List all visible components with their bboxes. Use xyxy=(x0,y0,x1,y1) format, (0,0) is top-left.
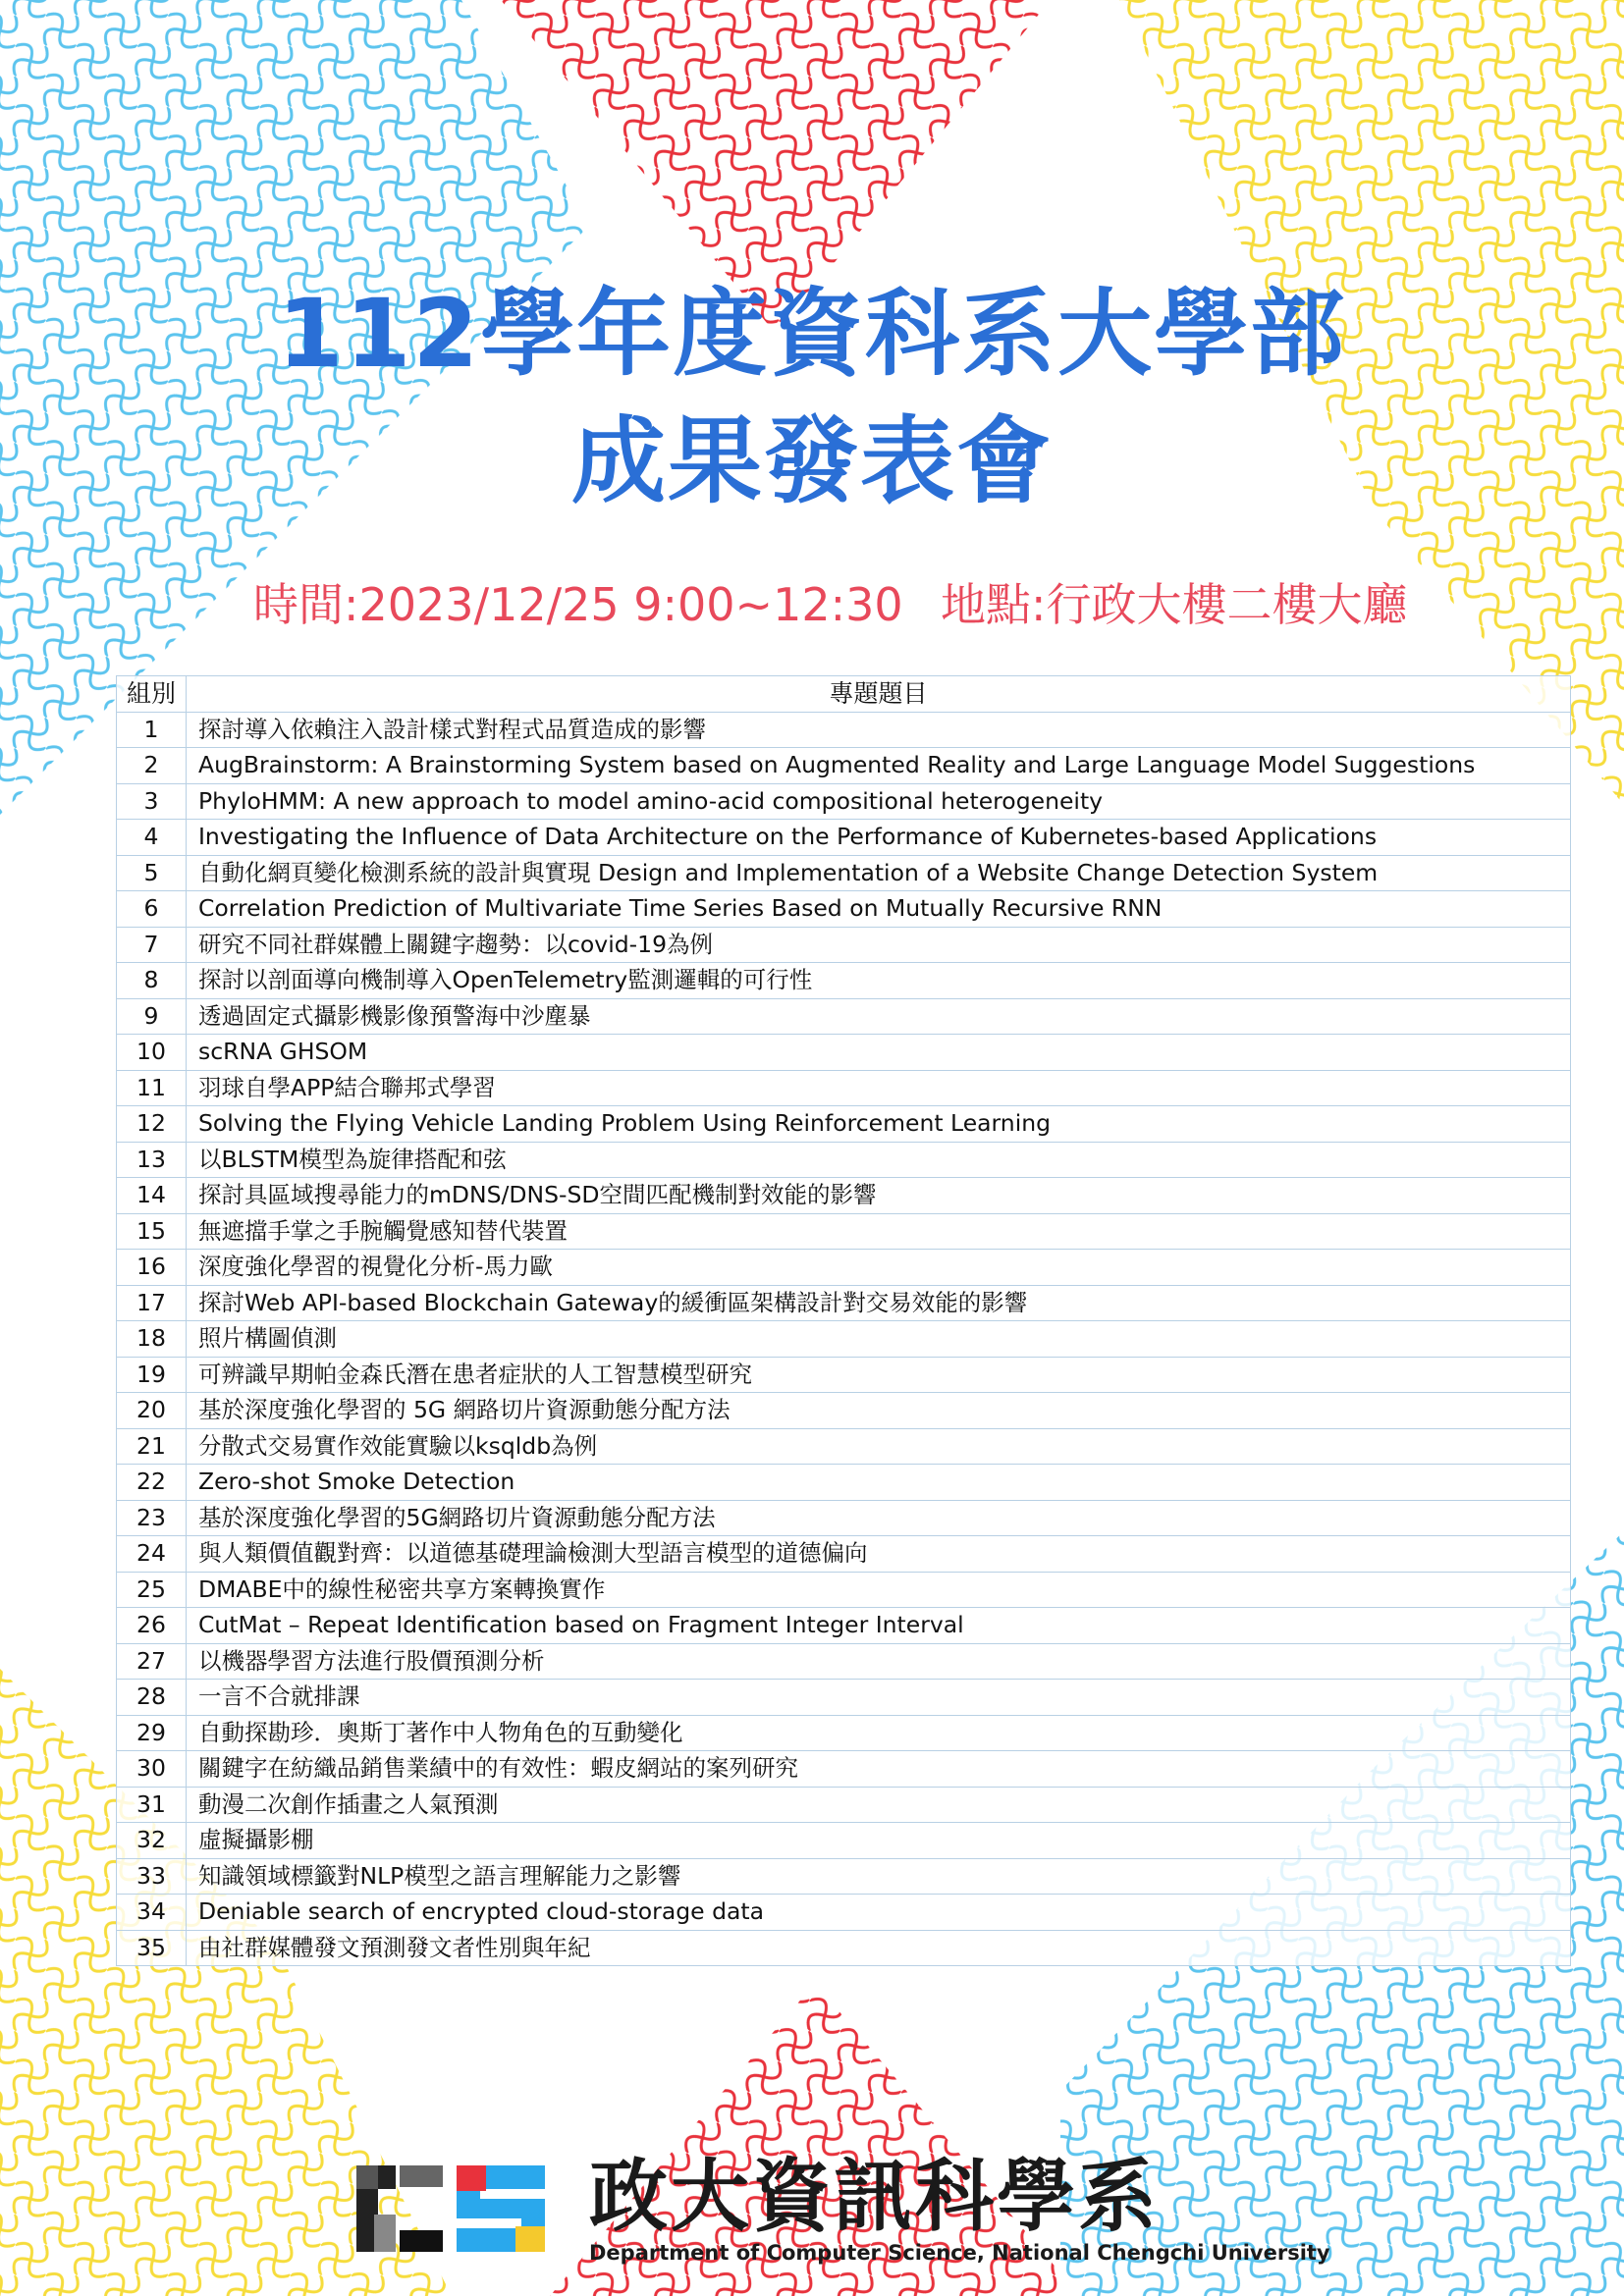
table-row xyxy=(117,891,1571,928)
row-topic-title: 以BLSTM模型為旋律搭配和弦 xyxy=(187,1142,1571,1178)
table-row xyxy=(117,1751,1571,1788)
row-topic-title: CutMat – Repeat Identification based on Fragment Integer Interval xyxy=(187,1608,1571,1644)
table-row xyxy=(117,1070,1571,1106)
table-row xyxy=(117,1321,1571,1358)
row-topic-title: 探討Web API-based Blockchain Gateway的緩衝區架構設計對交易效能的影響 xyxy=(187,1285,1571,1321)
row-group-number: 31 xyxy=(117,1787,187,1823)
row-group-number: 11 xyxy=(117,1070,187,1106)
row-group-number: 6 xyxy=(117,891,187,928)
table-row xyxy=(117,820,1571,856)
row-topic-title: 探討具區域搜尋能力的mDNS/DNS-SD空間匹配機制對效能的影響 xyxy=(187,1178,1571,1214)
row-group-number: 29 xyxy=(117,1715,187,1751)
row-group-number: 4 xyxy=(117,820,187,856)
table-row xyxy=(117,1680,1571,1716)
row-group-number: 32 xyxy=(117,1823,187,1859)
row-group-number: 16 xyxy=(117,1250,187,1286)
row-topic-title: 照片構圖偵測 xyxy=(187,1321,1571,1358)
row-topic-title: 透過固定式攝影機影像預警海中沙塵暴 xyxy=(187,998,1571,1035)
row-topic-title: 知識領域標籤對NLP模型之語言理解能力之影響 xyxy=(187,1858,1571,1895)
dept-name-english: Department of Computer Science, National Chengchi University xyxy=(589,2241,1330,2265)
row-group-number: 18 xyxy=(117,1321,187,1358)
row-group-number: 14 xyxy=(117,1178,187,1214)
table-header-row xyxy=(117,676,1571,713)
table-row xyxy=(117,1787,1571,1823)
row-topic-title: 虛擬攝影棚 xyxy=(187,1823,1571,1859)
table-row xyxy=(117,1357,1571,1393)
table-row xyxy=(117,927,1571,963)
table-row xyxy=(117,1823,1571,1859)
row-group-number: 12 xyxy=(117,1106,187,1143)
row-topic-title: 無遮擋手掌之手腕觸覺感知替代裝置 xyxy=(187,1213,1571,1250)
table-row xyxy=(117,1643,1571,1680)
row-topic-title: 研究不同社群媒體上關鍵字趨勢：以covid-19為例 xyxy=(187,927,1571,963)
row-group-number: 3 xyxy=(117,783,187,820)
table-row xyxy=(117,1213,1571,1250)
row-group-number: 25 xyxy=(117,1572,187,1608)
row-topic-title: scRNA GHSOM xyxy=(187,1035,1571,1071)
table-row xyxy=(117,1393,1571,1429)
row-topic-title: Deniable search of encrypted cloud-storage data xyxy=(187,1895,1571,1931)
poster-title-line1: 112學年度資科系大學部 xyxy=(277,279,1347,389)
table-row xyxy=(117,1858,1571,1895)
row-group-number: 5 xyxy=(117,855,187,891)
row-group-number: 7 xyxy=(117,927,187,963)
table-row xyxy=(117,783,1571,820)
table-row xyxy=(117,1285,1571,1321)
row-topic-title: 一言不合就排課 xyxy=(187,1680,1571,1716)
table-row xyxy=(117,1178,1571,1214)
row-topic-title: 可辨識早期帕金森氏潛在患者症狀的人工智慧模型研究 xyxy=(187,1357,1571,1393)
header-group: 組別 xyxy=(117,676,187,713)
table-body xyxy=(117,712,1571,1966)
row-group-number: 15 xyxy=(117,1213,187,1250)
row-topic-title: DMABE中的線性秘密共享方案轉換實作 xyxy=(187,1572,1571,1608)
table-row xyxy=(117,1465,1571,1501)
row-group-number: 24 xyxy=(117,1536,187,1573)
row-topic-title: Investigating the Influence of Data Architecture on the Performance of Kubernetes-based Applications xyxy=(187,820,1571,856)
row-group-number: 10 xyxy=(117,1035,187,1071)
row-topic-title: PhyloHMM: A new approach to model amino-acid compositional heterogeneity xyxy=(187,783,1571,820)
row-topic-title: Correlation Prediction of Multivariate Time Series Based on Mutually Recursive RNN xyxy=(187,891,1571,928)
table-row xyxy=(117,748,1571,784)
row-group-number: 33 xyxy=(117,1858,187,1895)
row-topic-title: 動漫二次創作插畫之人氣預測 xyxy=(187,1787,1571,1823)
row-group-number: 23 xyxy=(117,1500,187,1536)
row-topic-title: 由社群媒體發文預測發文者性別與年紀 xyxy=(187,1930,1571,1966)
row-topic-title: 自動探勘珍．奧斯丁著作中人物角色的互動變化 xyxy=(187,1715,1571,1751)
table-row xyxy=(117,1536,1571,1573)
table-row xyxy=(117,712,1571,748)
program-table xyxy=(116,675,1571,1966)
table-row xyxy=(117,1250,1571,1286)
table-row xyxy=(117,1142,1571,1178)
row-group-number: 13 xyxy=(117,1142,187,1178)
row-topic-title: 探討以剖面導向機制導入OpenTelemetry監測邏輯的可行性 xyxy=(187,963,1571,999)
row-group-number: 35 xyxy=(117,1930,187,1966)
row-group-number: 26 xyxy=(117,1608,187,1644)
row-group-number: 8 xyxy=(117,963,187,999)
row-topic-title: 基於深度強化學習的5G網路切片資源動態分配方法 xyxy=(187,1500,1571,1536)
row-topic-title: 羽球自學APP結合聯邦式學習 xyxy=(187,1070,1571,1106)
table-row xyxy=(117,1572,1571,1608)
row-group-number: 22 xyxy=(117,1465,187,1501)
row-topic-title: Zero-shot Smoke Detection xyxy=(187,1465,1571,1501)
row-topic-title: 分散式交易實作效能實驗以ksqldb為例 xyxy=(187,1428,1571,1465)
row-topic-title: 關鍵字在紡織品銷售業績中的有效性：蝦皮網站的案列研究 xyxy=(187,1751,1571,1788)
row-group-number: 17 xyxy=(117,1285,187,1321)
row-group-number: 2 xyxy=(117,748,187,784)
row-group-number: 20 xyxy=(117,1393,187,1429)
table-row xyxy=(117,855,1571,891)
table-row xyxy=(117,1608,1571,1644)
table-row xyxy=(117,1930,1571,1966)
table-row xyxy=(117,1035,1571,1071)
row-group-number: 28 xyxy=(117,1680,187,1716)
table-row xyxy=(117,1500,1571,1536)
row-topic-title: 自動化網頁變化檢測系統的設計與實現 Design and Implementation of a Website Change Detection System xyxy=(187,855,1571,891)
poster-title-line2: 成果發表會 xyxy=(571,406,1053,516)
table-row xyxy=(117,963,1571,999)
row-group-number: 30 xyxy=(117,1751,187,1788)
dept-name-chinese: 政大資訊科學系 xyxy=(589,2151,1160,2242)
table-row xyxy=(117,998,1571,1035)
row-group-number: 34 xyxy=(117,1895,187,1931)
row-topic-title: 基於深度強化學習的 5G 網路切片資源動態分配方法 xyxy=(187,1393,1571,1429)
event-time: 時間:2023/12/25 9:00~12:30 xyxy=(253,578,903,631)
row-topic-title: Solving the Flying Vehicle Landing Problem Using Reinforcement Learning xyxy=(187,1106,1571,1143)
row-topic-title: 與人類價值觀對齊：以道德基礎理論檢測大型語言模型的道德偏向 xyxy=(187,1536,1571,1573)
row-group-number: 21 xyxy=(117,1428,187,1465)
row-group-number: 27 xyxy=(117,1643,187,1680)
row-group-number: 9 xyxy=(117,998,187,1035)
row-group-number: 1 xyxy=(117,712,187,748)
event-place: 地點:行政大樓二樓大廳 xyxy=(941,578,1408,631)
table-row xyxy=(117,1428,1571,1465)
row-topic-title: 探討導入依賴注入設計樣式對程式品質造成的影響 xyxy=(187,712,1571,748)
row-topic-title: 深度強化學習的視覺化分析-馬力歐 xyxy=(187,1250,1571,1286)
table-row xyxy=(117,1895,1571,1931)
row-group-number: 19 xyxy=(117,1357,187,1393)
row-topic-title: 以機器學習方法進行股價預測分析 xyxy=(187,1643,1571,1680)
row-topic-title: AugBrainstorm: A Brainstorming System based on Augmented Reality and Large Language Model Suggestions xyxy=(187,748,1571,784)
cs-logo-icon xyxy=(349,2158,560,2260)
table-row xyxy=(117,1715,1571,1751)
header-topic: 專題題目 xyxy=(187,676,1571,713)
table-row xyxy=(117,1106,1571,1143)
